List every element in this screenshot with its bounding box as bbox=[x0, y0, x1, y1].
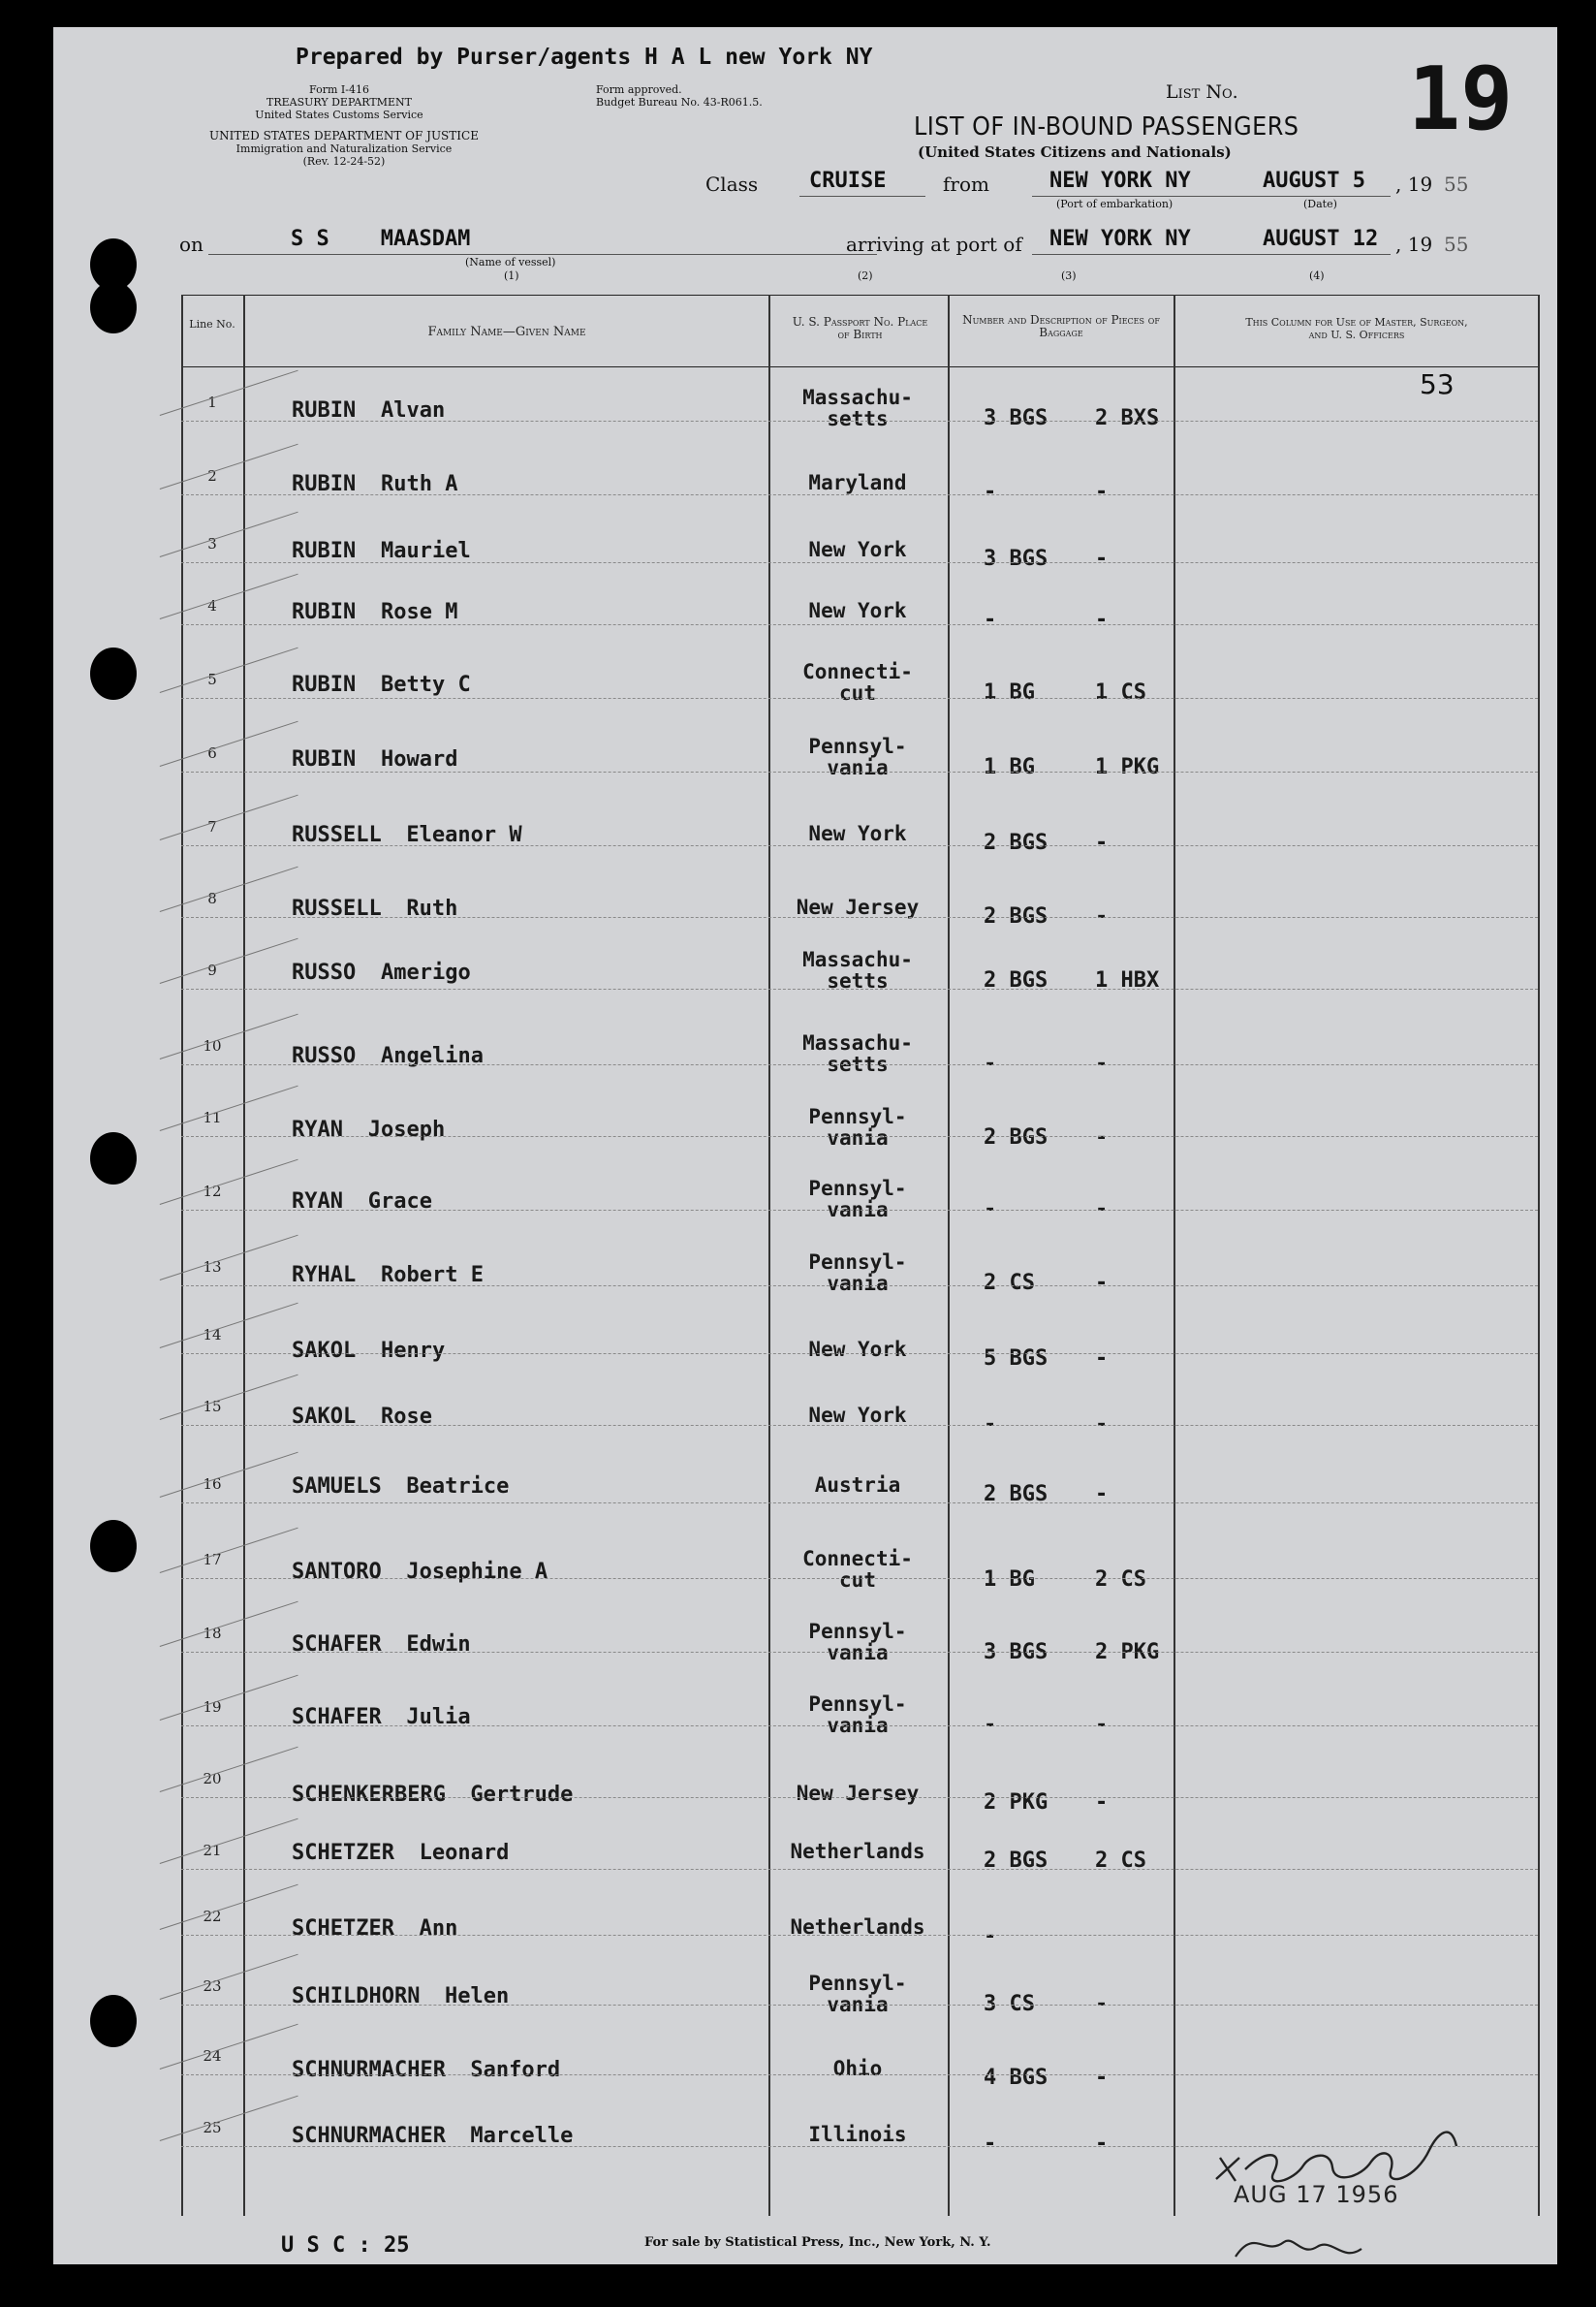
place-of-birth: Pennsyl- vania bbox=[808, 1692, 907, 1737]
row-divider bbox=[181, 1285, 1538, 1287]
passenger-family-name: SCHNURMACHER bbox=[292, 2124, 446, 2148]
baggage-secondary: - bbox=[1095, 1790, 1109, 1815]
treasury-dept: TREASURY DEPARTMENT bbox=[266, 96, 412, 109]
row-divider bbox=[181, 1869, 1538, 1871]
document-page bbox=[53, 27, 1557, 2264]
baggage-primary: 3 CS bbox=[984, 1992, 1035, 2016]
line-number: 13 bbox=[203, 1258, 222, 1276]
passenger-family-name: RUSSO bbox=[292, 961, 357, 985]
passenger-family-name: RYAN bbox=[292, 1118, 343, 1142]
line-number: 22 bbox=[203, 1908, 222, 1925]
place-of-birth: New Jersey bbox=[796, 1782, 920, 1805]
line-number: 23 bbox=[203, 1977, 222, 1995]
place-of-birth: New York bbox=[808, 822, 907, 845]
passenger-family-name: SCHETZER bbox=[292, 1841, 394, 1865]
row-divider bbox=[181, 1797, 1538, 1799]
from-port: NEW YORK NY bbox=[1049, 169, 1191, 193]
place-of-birth: New Jersey bbox=[796, 896, 920, 919]
form-revision: (Rev. 12-24-52) bbox=[302, 155, 386, 168]
line-number: 21 bbox=[203, 1842, 222, 1859]
baggage-primary: - bbox=[984, 1412, 997, 1437]
row-divider bbox=[181, 989, 1538, 991]
passenger-family-name: SAKOL bbox=[292, 1405, 357, 1429]
col-name: Family Name—Given Name bbox=[427, 325, 586, 339]
baggage-secondary: - bbox=[1095, 1412, 1109, 1437]
passenger-family-name: SCHENKERBERG bbox=[292, 1783, 446, 1807]
passenger-family-name: SCHAFER bbox=[292, 1632, 382, 1657]
line-number: 3 bbox=[207, 535, 217, 553]
place-of-birth: Pennsyl- vania bbox=[808, 735, 907, 779]
row-divider bbox=[181, 2005, 1538, 2007]
baggage-primary: 3 BGS bbox=[984, 406, 1048, 430]
place-of-birth: Netherlands bbox=[790, 1915, 925, 1939]
row-divider bbox=[181, 845, 1538, 847]
on-label: on bbox=[179, 233, 203, 256]
baggage-secondary: 2 BXS bbox=[1095, 406, 1160, 430]
passenger-given-name: Robert E bbox=[381, 1263, 484, 1287]
row-divider bbox=[181, 624, 1538, 626]
passenger-given-name: Gertrude bbox=[470, 1783, 574, 1807]
line-number: 15 bbox=[203, 1398, 222, 1415]
baggage-primary: 2 PKG bbox=[984, 1790, 1048, 1815]
row-divider bbox=[181, 1064, 1538, 1066]
vessel-caption: (Name of vessel) bbox=[465, 256, 556, 269]
line-number: 8 bbox=[207, 890, 217, 907]
baggage-primary: - bbox=[984, 1052, 997, 1076]
baggage-secondary: 1 HBX bbox=[1095, 968, 1160, 993]
passenger-family-name: RUSSELL bbox=[292, 823, 382, 847]
place-of-birth: Pennsyl- vania bbox=[808, 1972, 907, 2016]
line-number: 25 bbox=[203, 2119, 222, 2136]
line-number: 12 bbox=[203, 1183, 222, 1200]
line-number: 11 bbox=[203, 1109, 222, 1126]
justice-dept: UNITED STATES DEPARTMENT OF JUSTICE bbox=[209, 129, 479, 142]
passenger-given-name: Alvan bbox=[381, 398, 446, 423]
row-divider bbox=[181, 1210, 1538, 1212]
place-of-birth: Pennsyl- vania bbox=[808, 1105, 907, 1150]
passenger-given-name: Marcelle bbox=[470, 2124, 574, 2148]
passenger-family-name: SCHAFER bbox=[292, 1705, 382, 1729]
place-of-birth: Maryland bbox=[808, 471, 907, 494]
row-divider bbox=[181, 562, 1538, 564]
place-of-birth: Austria bbox=[814, 1473, 901, 1497]
class-label: Class bbox=[705, 173, 759, 196]
passenger-given-name: Sanford bbox=[470, 2058, 561, 2082]
date-caption: (Date) bbox=[1303, 198, 1337, 210]
caption-4: (4) bbox=[1309, 269, 1325, 282]
row-divider bbox=[181, 1136, 1538, 1138]
row-divider bbox=[181, 1502, 1538, 1504]
passenger-family-name: RUBIN bbox=[292, 539, 357, 563]
place-of-birth: Illinois bbox=[808, 2123, 907, 2146]
punch-hole bbox=[90, 281, 137, 333]
punch-hole bbox=[90, 648, 137, 700]
passenger-given-name: Ruth bbox=[406, 897, 458, 921]
baggage-secondary: 1 PKG bbox=[1095, 755, 1160, 779]
passenger-given-name: Grace bbox=[367, 1189, 433, 1214]
form-number: Form I-416 bbox=[309, 83, 369, 96]
year-prefix-2: , 19 bbox=[1395, 233, 1433, 256]
col-line-no: Line No. bbox=[189, 318, 235, 331]
form-approved: Form approved. bbox=[596, 83, 682, 96]
passenger-given-name: Amerigo bbox=[381, 961, 471, 985]
baggage-primary: 2 BGS bbox=[984, 831, 1048, 855]
caption-1: (1) bbox=[504, 269, 519, 282]
place-of-birth: New York bbox=[808, 1338, 907, 1361]
passenger-given-name: Mauriel bbox=[381, 539, 471, 563]
passenger-given-name: Eleanor W bbox=[406, 823, 522, 847]
line-number: 2 bbox=[207, 467, 217, 485]
passenger-family-name: RYAN bbox=[292, 1189, 343, 1214]
class-value: CRUISE bbox=[809, 169, 887, 193]
line-number: 9 bbox=[207, 962, 217, 979]
passenger-family-name: RUSSO bbox=[292, 1044, 357, 1068]
row-divider bbox=[181, 2074, 1538, 2076]
place-of-birth: Pennsyl- vania bbox=[808, 1250, 907, 1295]
received-stamp-date: AUG 17 1956 bbox=[1234, 2181, 1399, 2208]
passenger-family-name: RUBIN bbox=[292, 673, 357, 697]
baggage-primary: 5 BGS bbox=[984, 1346, 1048, 1371]
col-passport: U. S. Passport No. Place of Birth bbox=[792, 315, 928, 341]
row-divider bbox=[181, 1935, 1538, 1937]
approval-block bbox=[596, 83, 763, 109]
document-title: LIST OF IN-BOUND PASSENGERS bbox=[914, 112, 1299, 142]
baggage-primary: 3 BGS bbox=[984, 547, 1048, 571]
baggage-primary: - bbox=[984, 1197, 997, 1221]
passenger-given-name: Angelina bbox=[381, 1044, 484, 1068]
punch-hole bbox=[90, 1132, 137, 1185]
row-divider bbox=[181, 917, 1538, 919]
baggage-secondary: - bbox=[1095, 1713, 1109, 1737]
passenger-family-name: SAMUELS bbox=[292, 1474, 382, 1499]
line-number: 17 bbox=[203, 1551, 222, 1568]
baggage-primary: 1 BG bbox=[984, 1567, 1035, 1592]
passenger-family-name: RUBIN bbox=[292, 600, 357, 624]
passenger-given-name: Julia bbox=[406, 1705, 471, 1729]
passenger-given-name: Helen bbox=[445, 1984, 510, 2008]
list-no-label: List No. bbox=[1166, 81, 1238, 103]
line-number: 20 bbox=[203, 1770, 222, 1787]
caption-2: (2) bbox=[858, 269, 873, 282]
place-of-birth: New York bbox=[808, 1404, 907, 1427]
baggage-primary: 2 BGS bbox=[984, 968, 1048, 993]
line-number: 19 bbox=[203, 1698, 222, 1716]
baggage-secondary: 2 CS bbox=[1095, 1849, 1146, 1873]
baggage-secondary: - bbox=[1095, 1052, 1109, 1076]
place-of-birth: Connecti- cut bbox=[802, 660, 913, 705]
place-of-birth: Massachu- setts bbox=[802, 1031, 913, 1076]
customs-service: United States Customs Service bbox=[255, 109, 423, 121]
row-divider bbox=[181, 1425, 1538, 1427]
from-year: 55 bbox=[1444, 173, 1469, 196]
line-number: 4 bbox=[207, 597, 217, 615]
year-prefix: , 19 bbox=[1395, 173, 1433, 196]
baggage-secondary: 2 CS bbox=[1095, 1567, 1146, 1592]
line-number: 24 bbox=[203, 2047, 222, 2065]
from-date: AUGUST 5 bbox=[1263, 169, 1365, 193]
document-subtitle: (United States Citizens and Nationals) bbox=[918, 143, 1232, 161]
passenger-given-name: Edwin bbox=[406, 1632, 471, 1657]
from-label: from bbox=[943, 173, 989, 196]
arriving-label: arriving at port of bbox=[846, 233, 1022, 256]
budget-bureau: Budget Bureau No. 43-R061.5. bbox=[596, 96, 763, 109]
arrive-year: 55 bbox=[1444, 233, 1469, 256]
baggage-primary: 1 BG bbox=[984, 755, 1035, 779]
place-of-birth: Pennsyl- vania bbox=[808, 1620, 907, 1664]
passenger-family-name: SCHNURMACHER bbox=[292, 2058, 446, 2082]
passenger-family-name: SCHETZER bbox=[292, 1916, 394, 1941]
baggage-primary: 2 BGS bbox=[984, 904, 1048, 929]
baggage-secondary: - bbox=[1095, 608, 1109, 632]
baggage-secondary: 1 CS bbox=[1095, 680, 1146, 705]
passenger-given-name: Henry bbox=[381, 1339, 446, 1363]
row-divider bbox=[181, 421, 1538, 423]
row-divider bbox=[181, 772, 1538, 774]
baggage-secondary: - bbox=[1095, 1197, 1109, 1221]
baggage-secondary: - bbox=[1095, 1482, 1109, 1506]
passenger-family-name: RUSSELL bbox=[292, 897, 382, 921]
col-officers: This Column for Use of Master, Surgeon, and U. S. Officers bbox=[1245, 316, 1468, 341]
baggage-primary: 2 BGS bbox=[984, 1125, 1048, 1150]
baggage-primary: - bbox=[984, 480, 997, 504]
passenger-given-name: Ann bbox=[419, 1916, 458, 1941]
place-of-birth: Connecti- cut bbox=[802, 1547, 913, 1592]
prepared-by: Prepared by Purser/agents H A L new York NY bbox=[296, 45, 873, 70]
justice-block bbox=[184, 130, 504, 168]
passenger-given-name: Rose bbox=[381, 1405, 432, 1429]
baggage-secondary: - bbox=[1095, 1346, 1109, 1371]
baggage-primary: - bbox=[984, 1713, 997, 1737]
baggage-secondary: - bbox=[1095, 2132, 1109, 2156]
baggage-primary: - bbox=[984, 608, 997, 632]
line-number: 10 bbox=[203, 1037, 222, 1055]
line-number: 1 bbox=[207, 394, 217, 411]
baggage-primary: - bbox=[984, 1924, 997, 1948]
punch-hole bbox=[90, 1520, 137, 1572]
officer-note: 53 bbox=[1420, 368, 1455, 400]
passenger-family-name: SCHILDHORN bbox=[292, 1984, 421, 2008]
place-of-birth: Ohio bbox=[832, 2057, 883, 2080]
baggage-secondary: 2 PKG bbox=[1095, 1640, 1160, 1664]
passenger-family-name: SANTORO bbox=[292, 1560, 382, 1584]
baggage-secondary: - bbox=[1095, 2066, 1109, 2090]
baggage-secondary: - bbox=[1095, 1125, 1109, 1150]
line-number: 18 bbox=[203, 1625, 222, 1642]
passenger-family-name: RYHAL bbox=[292, 1263, 357, 1287]
col-baggage: Number and Description of Pieces of Baggage bbox=[962, 313, 1160, 339]
row-divider bbox=[181, 1578, 1538, 1580]
passenger-family-name: SAKOL bbox=[292, 1339, 357, 1363]
passenger-given-name: Howard bbox=[381, 747, 458, 772]
line-number: 14 bbox=[203, 1326, 222, 1343]
passenger-given-name: Ruth A bbox=[381, 472, 458, 496]
baggage-secondary: - bbox=[1095, 547, 1109, 571]
line-number: 6 bbox=[207, 744, 217, 762]
vessel-name: S S MAASDAM bbox=[291, 227, 471, 251]
usc-count: U S C : 25 bbox=[281, 2233, 410, 2258]
list-number: 19 bbox=[1408, 48, 1514, 150]
row-divider bbox=[181, 1725, 1538, 1727]
place-of-birth: New York bbox=[808, 599, 907, 622]
row-divider bbox=[181, 1353, 1538, 1355]
place-of-birth: New York bbox=[808, 538, 907, 561]
line-number: 5 bbox=[207, 671, 217, 688]
baggage-secondary: - bbox=[1095, 904, 1109, 929]
baggage-primary: 1 BG bbox=[984, 680, 1035, 705]
row-divider bbox=[181, 494, 1538, 496]
baggage-primary: 4 BGS bbox=[984, 2066, 1048, 2090]
passenger-given-name: Betty C bbox=[381, 673, 471, 697]
row-divider bbox=[181, 698, 1538, 700]
baggage-secondary: - bbox=[1095, 480, 1109, 504]
passenger-given-name: Beatrice bbox=[406, 1474, 510, 1499]
ins-service: Immigration and Naturalization Service bbox=[235, 142, 453, 155]
passenger-given-name: Leonard bbox=[419, 1841, 510, 1865]
passenger-family-name: RUBIN bbox=[292, 747, 357, 772]
printer-credit: For sale by Statistical Press, Inc., New York, N. Y. bbox=[644, 2235, 991, 2250]
port-caption: (Port of embarkation) bbox=[1056, 198, 1174, 210]
place-of-birth: Massachu- setts bbox=[802, 386, 913, 430]
baggage-secondary: - bbox=[1095, 831, 1109, 855]
form-block bbox=[223, 83, 455, 121]
baggage-secondary: - bbox=[1095, 1271, 1109, 1295]
arrive-date: AUGUST 12 bbox=[1263, 227, 1379, 251]
passenger-family-name: RUBIN bbox=[292, 398, 357, 423]
baggage-primary: 3 BGS bbox=[984, 1640, 1048, 1664]
passenger-given-name: Joseph bbox=[367, 1118, 446, 1142]
line-number: 16 bbox=[203, 1475, 222, 1493]
row-divider bbox=[181, 1652, 1538, 1654]
passenger-family-name: RUBIN bbox=[292, 472, 357, 496]
punch-hole bbox=[90, 1995, 137, 2047]
caption-3: (3) bbox=[1061, 269, 1077, 282]
passenger-given-name: Rose M bbox=[381, 600, 458, 624]
baggage-primary: - bbox=[984, 2132, 997, 2156]
baggage-primary: 2 BGS bbox=[984, 1849, 1048, 1873]
baggage-primary: 2 CS bbox=[984, 1271, 1035, 1295]
arrive-port: NEW YORK NY bbox=[1049, 227, 1191, 251]
passenger-given-name: Josephine A bbox=[406, 1560, 548, 1584]
place-of-birth: Pennsyl- vania bbox=[808, 1177, 907, 1221]
line-number: 7 bbox=[207, 818, 217, 836]
place-of-birth: Massachu- setts bbox=[802, 948, 913, 993]
baggage-primary: 2 BGS bbox=[984, 1482, 1048, 1506]
baggage-secondary: - bbox=[1095, 1992, 1109, 2016]
place-of-birth: Netherlands bbox=[790, 1840, 925, 1863]
